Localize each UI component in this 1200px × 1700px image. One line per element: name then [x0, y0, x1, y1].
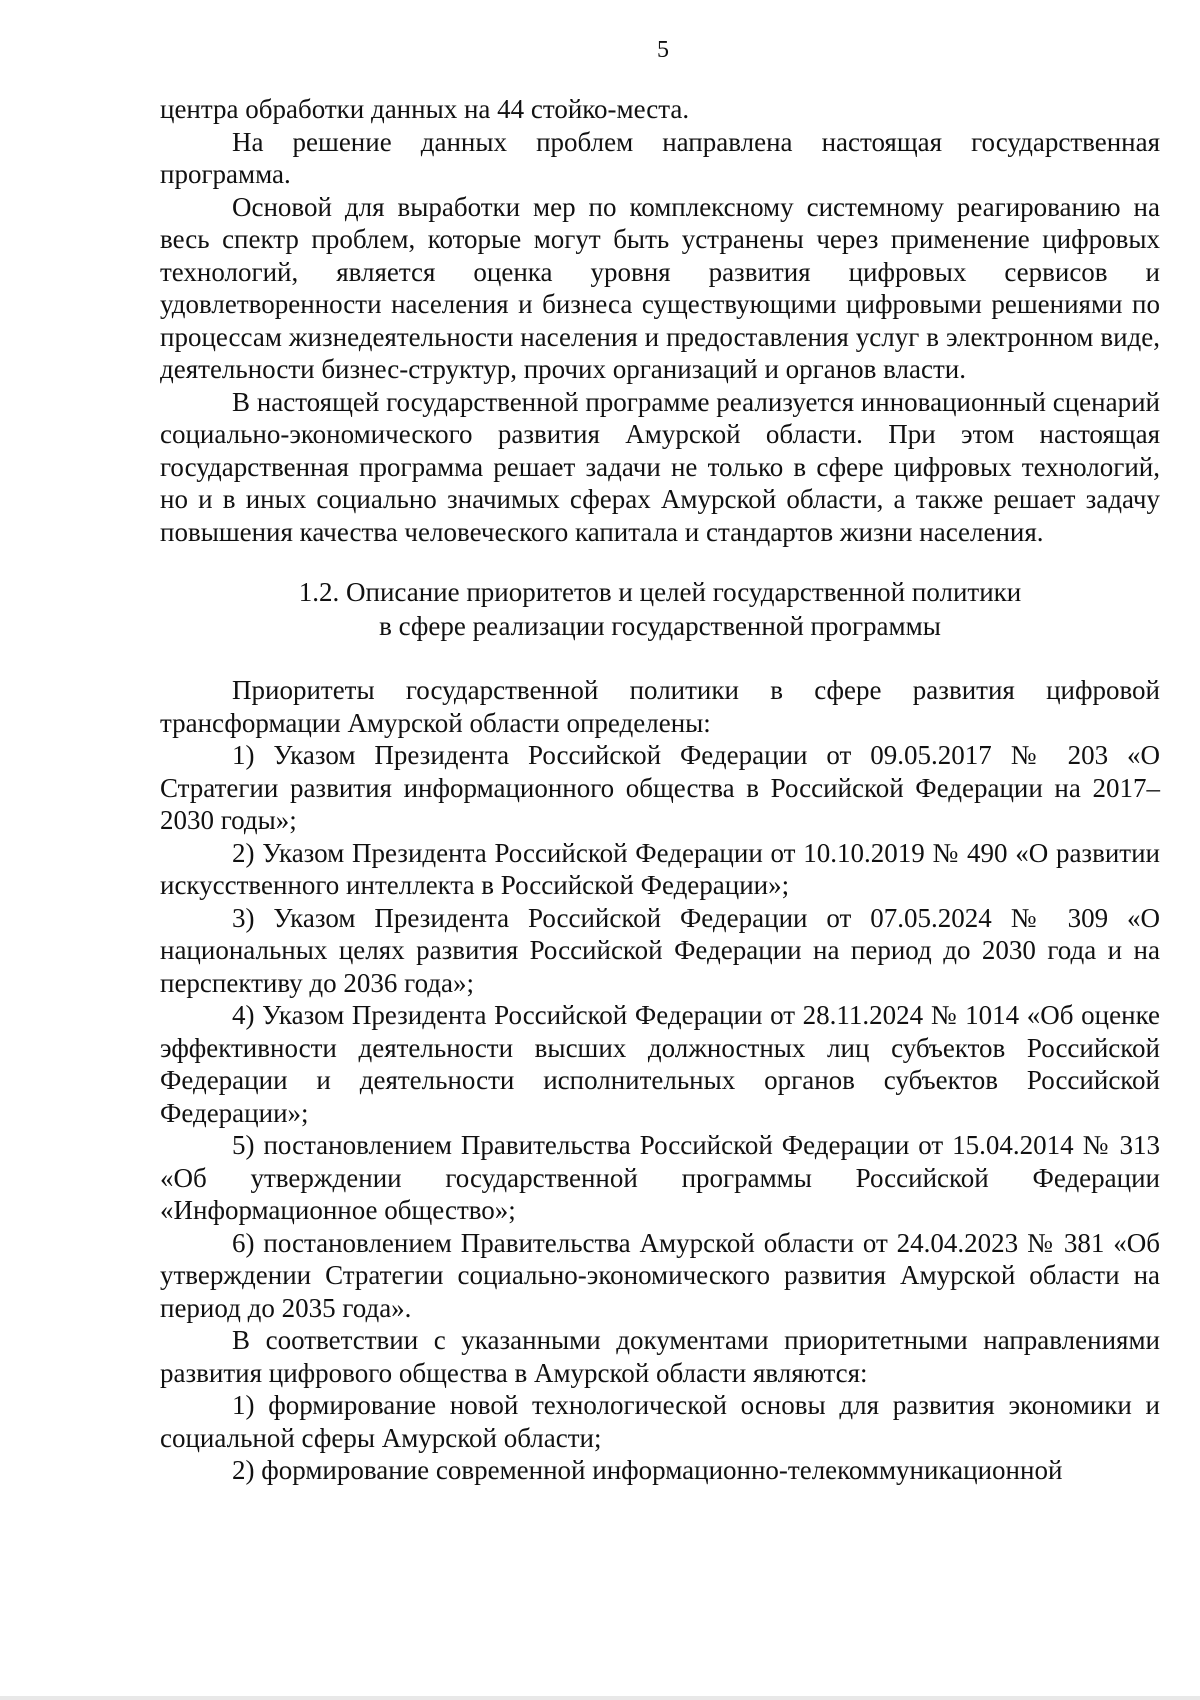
paragraph: центра обработки данных на 44 стойко-места.: [160, 94, 690, 124]
list-item: 3) Указом Президента Российской Федерации от 07.05.2024 № 309 «О национальных целях развития Российской Федерации на период до 2030 года и на перспективу до 2036 года»;: [160, 902, 1160, 998]
paragraph: В соответствии с указанными документами приоритетными направлениями развития цифрового общества в Амурской области являются:: [160, 1325, 1160, 1388]
list-item: 6) постановлением Правительства Амурской области от 24.04.2023 № 381 «Об утверждении Стратегии социально-экономического развития Амурской области на период до 2035 года».: [160, 1227, 1160, 1323]
section-heading-line: в сфере реализации государственной программы: [379, 611, 941, 641]
paragraph: Основой для выработки мер по комплексному системному реагированию на весь спектр проблем, которые могут быть устранены через применение цифровых технологий, является оценка уровня развития цифровых сервисов и удовлетворенности населения и бизнеса существующими цифровыми решениями по процессам жизнедеятельности населения и предоставления услуг в электронном виде, деятельности бизнес-структур, прочих организаций и органов власти.: [160, 191, 1160, 384]
list-item: 4) Указом Президента Российской Федерации от 28.11.2024 № 1014 «Об оценке эффективности деятельности высших должностных лиц субъектов Российской Федерации и деятельности исполнительных органов субъектов Российской Федерации»;: [160, 1000, 1160, 1128]
list-item: 1) Указом Президента Российской Федерации от 09.05.2017 № 203 «О Стратегии развития информационного общества в Российской Федерации на 2017–2030 годы»;: [160, 740, 1160, 835]
scan-bottom-edge: [0, 1696, 1200, 1700]
paragraph: На решение данных проблем направлена настоящая государственная программа.: [160, 126, 1160, 189]
list-item: 2) формирование современной информационно-телекоммуникационной: [232, 1455, 1063, 1485]
list-item: 1) формирование новой технологической основы для развития экономики и социальной сферы Амурской области;: [160, 1390, 1160, 1453]
list-item: 2) Указом Президента Российской Федерации от 10.10.2019 № 490 «О развитии искусственного интеллекта в Российской Федерации»;: [160, 837, 1160, 900]
section-heading: [160, 575, 1160, 674]
list-item: 5) постановлением Правительства Российской Федерации от 15.04.2014 № 313 «Об утверждении государственной программы Российской Федерации «Информационное общество»;: [160, 1130, 1160, 1225]
page-number: 5: [657, 37, 669, 63]
section-heading-line: 1.2. Описание приоритетов и целей государственной политики: [298, 577, 1022, 607]
paragraph: В настоящей государственной программе реализуется инновационный сценарий социально-экономического развития Амурской области. При этом настоящая государственная программа решает задачи не только в сфере цифровых технологий, но и в иных социально значимых сферах Амурской области, а также решает задачу повышения качества человеческого капитала и стандартов жизни населения.: [160, 386, 1160, 547]
paragraph: Приоритеты государственной политики в сфере развития цифровой трансформации Амурской области определены:: [160, 675, 1160, 738]
document-body: [160, 93, 1160, 1487]
